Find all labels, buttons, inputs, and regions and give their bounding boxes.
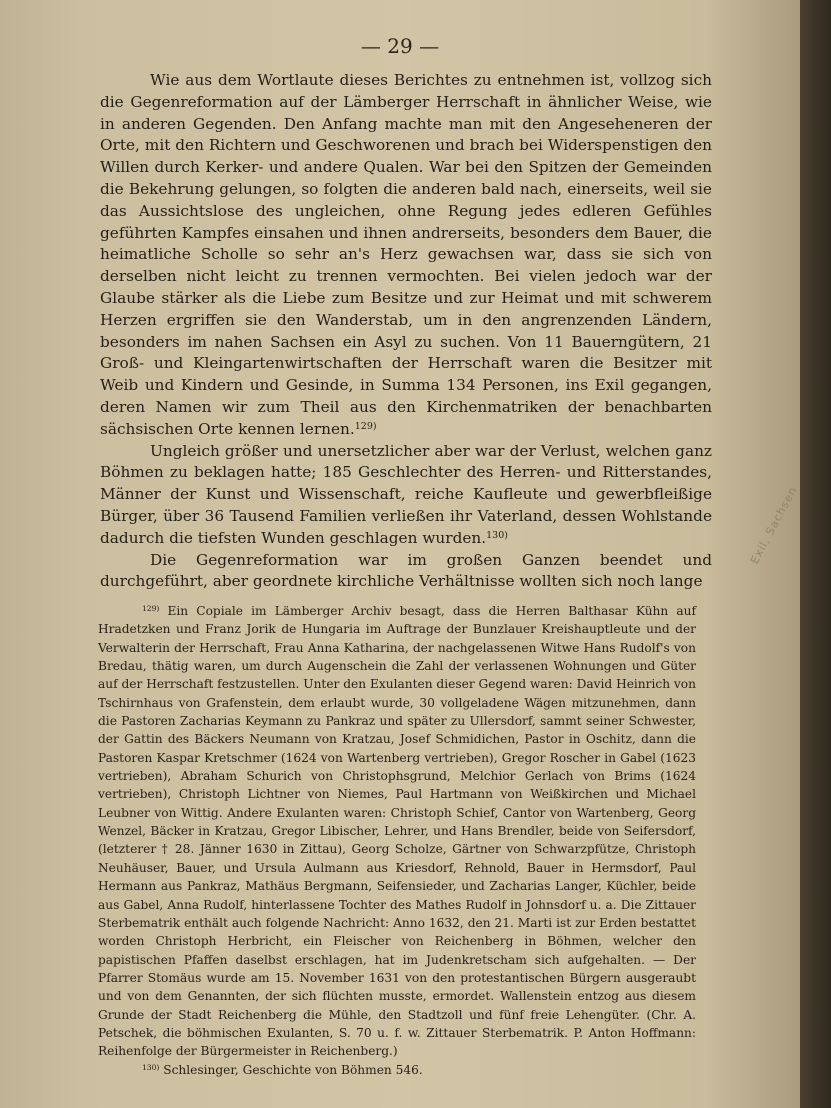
footnote (98, 1061, 696, 1079)
footnote-text: Ein Copiale im Lämberger Archiv besagt, dass die Herren Balthasar Kühn auf Hradetzken und Franz Jorik de Hungaria im Auftrage der Bunzlauer Kreishauptleute und der Verwalterin der Herrschaft, Frau Anna Katharina, der nachgelassenen Witwe Hans Rudolf's von Bredau, thätig waren, um durch Augenschein die Zahl der verlassenen Wohnungen und Güter auf der Herrschaft festzustellen. Unter den Exulanten dieser Gegend waren: David Heinrich von Tschirnhaus von Grafenstein, dem erlaubt wurde, 30 vollgeladene Wägen mitzunehmen, dann die Pastoren Zacharias Keymann zu Pankraz und später zu Ullersdorf, sammt seiner Schwester, der Gattin des Bäckers Neumann von Kratzau, Josef Schmidichen, Pastor in Oschitz, dann die Pastoren Kaspar Kretschmer (1624 von Wartenberg vertrieben), Gregor Roscher in Gabel (1623 vertrieben), Abraham Schurich von Christophsgrund, Melchior Gerlach von Brims (1624 vertrieben), Christoph Lichtner von Niemes, Paul Hartmann von Weißkirchen und Michael Leubner von Wittig. Andere Exulanten waren: Christoph Schief, Cantor von Wartenberg, Georg Wenzel, Bäcker in Kratzau, Gregor Libischer, Lehrer, und Hans Brendler, beide von Seifersdorf, (letzterer † 28. Jänner 1630 in Zittau), Georg Scholze, Gärtner von Schwarzpfütze, Christoph Neuhäuser, Bauer, und Ursula Aulmann aus Kriesdorf, Rehnold, Bauer in Hermsdorf, Paul Hermann aus Pankraz, Mathäus Bergmann, Seifensieder, und Zacharias Langer, Küchler, beide aus Gabel, Anna Rudolf, hinterlassene Tochter des Mathes Rudolf in Johnsdorf u. a. Die Zittauer Sterbematrik enthält auch folgende Nachricht: Anno 1632, den 21. Marti ist zur Erden bestattet worden Christoph Herbricht, ein Fleischer von Reichenberg in Böhmen, welcher den papistischen Pfaffen daselbst erschlagen, hat im Judenkretscham sich aufgehalten. — Der Pfarrer Stomäus wurde am 15. November 1631 von den protestantischen Bürgern ausgeraubt und von dem Genannten, der sich flüchten musste, ermordet. Wallenstein entzog aus diesem Grunde der Stadt Reichenberg die Mühle, den Stadtzoll und fünf freie Lehengüter. (Chr. A. Petschek, die böhmischen Exulanten, S. 70 u. f. w. Zittauer Sterbematrik. P. Anton Hoffmann: Reihenfolge der Bürgermeister in Reichenberg.) (98, 604, 696, 1059)
paragraph (100, 441, 712, 550)
footnote-reference: 130) (486, 529, 508, 541)
main-text (100, 70, 712, 593)
page-number: — 29 — (360, 34, 440, 58)
footnote-mark: 129) (142, 603, 160, 613)
paragraph-text: Ungleich größer und unersetzlicher aber war der Verlust, welchen ganz Böhmen zu beklagen hatte; 185 Geschlechter des Herren- und Ritterstandes, Männer der Kunst und Wissenschaft, reiche Kaufleute und gewerbfleißige Bürger, über 36 Tausend Familien verließen ihr Vaterland, dessen Wohlstande dadurch die tiefsten Wunden geschlagen wurden. (100, 441, 712, 547)
margin-annotation: Exil, Sachsen (748, 484, 800, 567)
paragraph-text: Die Gegenreformation war im großen Ganzen beendet und durchgeführt, aber geordnete kirchliche Verhältnisse wollten sich noch lange (100, 550, 712, 591)
footnote-divider (96, 592, 716, 593)
footnote-reference: 129) (354, 420, 377, 432)
paragraph (100, 70, 712, 441)
footnote-mark: 130) (142, 1062, 160, 1072)
footnote (98, 602, 696, 1061)
book-edge (800, 0, 831, 1108)
footnote-text: Schlesinger, Geschichte von Böhmen 546. (163, 1062, 423, 1077)
footnotes (98, 602, 696, 1079)
paragraph-text: Wie aus dem Wortlaute dieses Berichtes zu entnehmen ist, vollzog sich die Gegenreformation auf der Lämberger Herrschaft in ähnlicher Weise, wie in anderen Gegenden. Den Anfang machte man mit den Angeseheneren der Orte, mit den Richtern und Geschworenen und brach bei Widerspenstigen den Willen durch Kerker- und andere Qualen. War bei den Spitzen der Gemeinden die Bekehrung gelungen, so folgten die anderen bald nach, einerseits, weil sie das Aussichtslose des ungleichen, ohne Regung jedes edleren Gefühles geführten Kampfes einsahen und ihnen andrerseits, besonders dem Bauer, die heimatliche Scholle so sehr an's Herz gewachsen war, dass sie sich von derselben nicht leicht zu trennen vermochten. Bei vielen jedoch war der Glaube stärker als die Liebe zum Besitze und zur Heimat und mit schwerem Herzen ergriffen sie den Wanderstab, um in den angrenzenden Ländern, besonders im nahen Sachsen ein Asyl zu suchen. Von 11 Bauerngütern, 21 Groß- und Kleingartenwirtschaften der Herrschaft waren die Besitzer mit Weib und Kindern und Gesinde, in Summa 134 Personen, ins Exil gegangen, deren Namen wir zum Theil aus den Kirchenmatriken der benachbarten sächsischen Orte kennen lernen. (100, 71, 712, 438)
paragraph (100, 550, 712, 594)
